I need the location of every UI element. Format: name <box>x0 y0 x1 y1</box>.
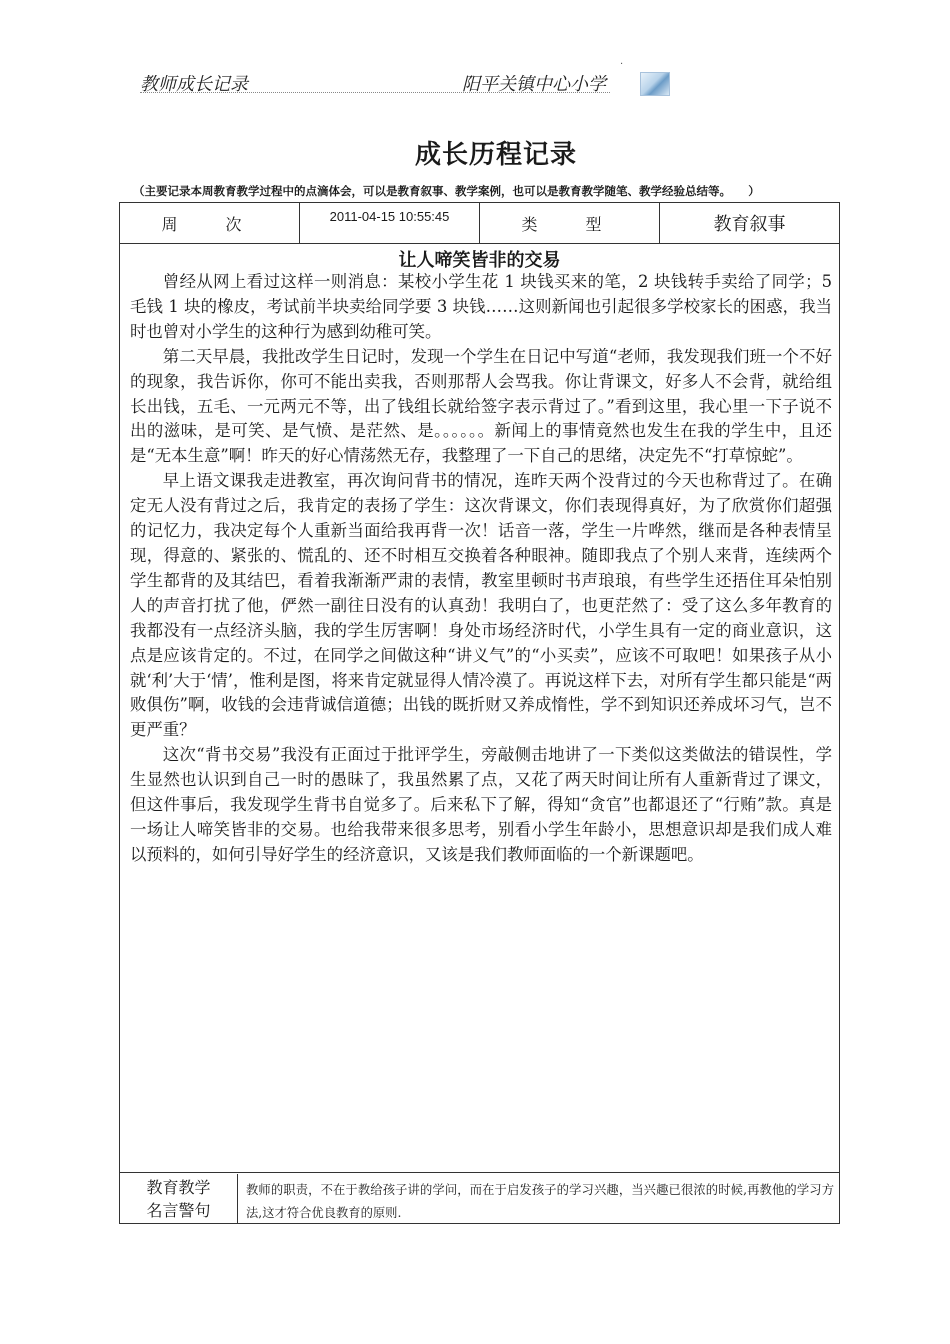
page-header <box>140 70 670 96</box>
article-paragraph: 曾经从网上看过这样一则消息：某校小学生花 1 块钱买来的笔，2 块钱转手卖给了同学；5 毛钱 1 块的橡皮，考试前半块卖给同学要 3 块钱……这则新闻也引起很多学校家长的困惑，我当时也曾对小学生的这种行为感到幼稚可笑。 <box>130 272 832 341</box>
page-subtitle: （主要记录本周教育教学过程中的点滴体会，可以是教育叙事、教学案例，也可以是教育教学随笔、教学经验总结等。 ） <box>133 184 760 198</box>
week-label: 周 次 <box>120 203 300 243</box>
page-title: 成长历程记录 <box>414 140 577 170</box>
article-paragraph: 早上语文课我走进教室，再次询问背书的情况，连昨天两个没背过的今天也称背过了。在确定无人没有背过之后，我肯定的表扬了学生：这次背课文，你们表现得真好，为了欣赏你们超强的记忆力，我决定每个人重新当面给我再背一次！话音一落，学生一片哗然，继而是各种表情呈现，得意的、紧张的、慌乱的、还不时相互交换着各种眼神。随即我点了个别人来背，连续两个学生都背的及其结巴，看着我渐渐严肃的表情，教室里顿时书声琅琅，有些学生还捂住耳朵怕别人的声音打扰了他，俨然一副往日没有的认真劲！我明白了，也更茫然了：受了这么多年教育的我都没有一点经济头脑，我的学生厉害啊！身处市场经济时代，小学生具有一定的商业意识，这点是应该肯定的。不过，在同学之间做这种“讲义气”的“小买卖”，应该不可取吧！如果孩子从小就‘利’大于‘情’，惟利是图，将来肯定就显得人情冷漠了。再说这样下去，对所有学生都只能是“两败俱伤”啊，收钱的会违背诚信道德；出钱的既折财又养成惰性，学不到知识还养成坏习气，岂不更严重？ <box>130 471 832 740</box>
article-title: 让人啼笑皆非的交易 <box>398 250 561 271</box>
type-label: 类 型 <box>480 203 660 243</box>
article-paragraph: 这次“背书交易”我没有正面过于批评学生，旁敲侧击地讲了一下类似这类做法的错误性，学生显然也认识到自己一时的愚昧了，我虽然累了点，又花了两天时间让所有人重新背过了课文，但这件事后，我发现学生背书自觉多了。后来私下了解，得知“贪官”也都退还了“行贿”款。真是一场让人啼笑皆非的交易。也给我带来很多思考，别看小学生年龄小，思想意识却是我们成人难以预料的，如何引导好学生的经济意识，又该是我们教师面临的一个新课题吧。 <box>130 745 832 864</box>
header-left-title: 教师成长记录 <box>140 74 248 95</box>
top-dot-mark: . <box>620 56 624 67</box>
article-cell <box>120 244 839 1173</box>
article-paragraph: 第二天早晨，我批改学生日记时，发现一个学生在日记中写道“老师，我发现我们班一个不好的现象，我告诉你，你可不能出卖我，否则那帮人会骂我。你让背课文，好多人不会背，就给组长出钱，五毛、一元两元不等，出了钱组长就给签字表示背过了。”看到这里，我心里一下子说不出的滋味，是可笑、是气愤、是茫然、是。。。。。。新闻上的事情竟然也发生在我的学生中，且还是“无本生意”啊！昨天的好心情荡然无存，我整理了一下自己的思绪，决定先不“打草惊蛇”。 <box>130 346 832 466</box>
quote-label-line2: 名言警句 <box>146 1200 211 1220</box>
quote-row <box>120 1174 839 1223</box>
quote-label <box>120 1174 238 1223</box>
school-logo-icon <box>640 72 670 96</box>
quote-text: 教师的职责，不在于教给孩子讲的学问，而在于启发孩子的学习兴趣，当兴趣已很浓的时候,再教他的学习方法,这才符合优良教育的原则. <box>246 1183 834 1220</box>
record-table <box>119 202 840 1224</box>
article-body <box>130 270 832 868</box>
header-school-name: 阳平关镇中心小学 <box>462 74 606 95</box>
quote-label-line1: 教育教学 <box>146 1177 211 1197</box>
type-value: 教育叙事 <box>713 214 786 235</box>
info-row <box>120 203 839 244</box>
date-value: 2011-04-15 10:55:45 <box>300 203 480 243</box>
